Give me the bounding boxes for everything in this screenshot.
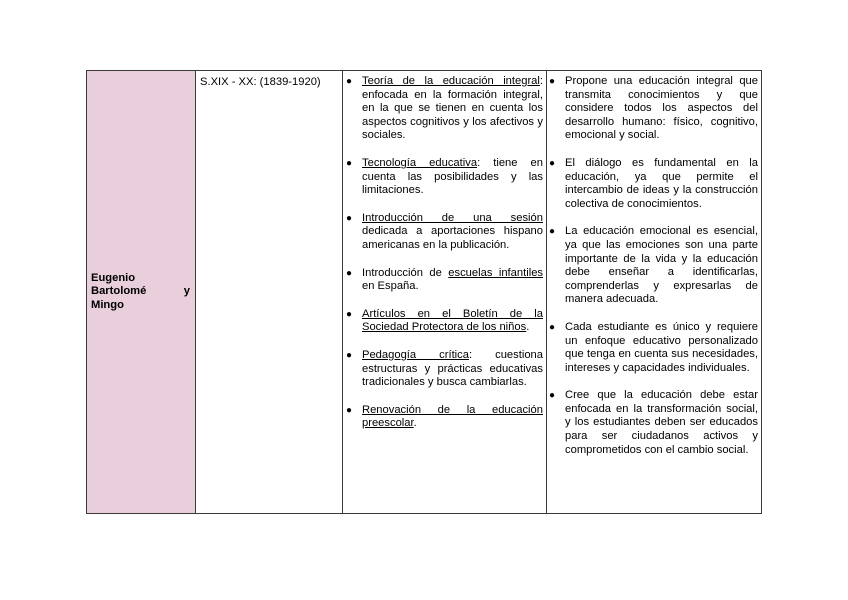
- name-cell: [87, 71, 196, 514]
- list-item: [343, 75, 543, 143]
- list-item: [547, 321, 758, 375]
- contribution-description: : tiene en cuenta las posibilidades y las limitaciones.: [362, 156, 543, 197]
- idea-text: Cree que la educación debe estar enfocada en la transformación social, y los estudiantes deben ser educados para ser ciudadanos activos y comprometidos con el cambio social.: [565, 389, 758, 456]
- bullet-icon: ●: [346, 267, 353, 279]
- table-row: [87, 71, 762, 514]
- contribution-prefix: Introducción de: [362, 266, 449, 279]
- bullet-icon: ●: [346, 404, 353, 416]
- contributions-list: [343, 71, 546, 435]
- contribution-description: en España.: [362, 280, 419, 293]
- list-item: [547, 75, 758, 143]
- bullet-icon: ●: [549, 226, 556, 238]
- contribution-title: Tecnología educativa: [362, 156, 478, 169]
- pedagogue-table: [86, 70, 762, 514]
- contribution-title: Pedagogía crítica: [362, 348, 469, 361]
- bullet-icon: ●: [549, 321, 556, 333]
- contribution-title: Artículos en el Boletín de la Sociedad Protectora de los niños: [362, 307, 543, 334]
- contribution-title: Teoría de la educación integral: [362, 75, 540, 87]
- period-text: S.XIX - XX: (1839-1920): [200, 76, 321, 88]
- contribution-title: Introducción de una sesión: [362, 211, 543, 224]
- bullet-icon: ●: [549, 76, 556, 87]
- list-item: [343, 349, 543, 390]
- bullet-icon: ●: [346, 157, 353, 169]
- contribution-title: escuelas infantiles: [448, 266, 544, 279]
- bullet-icon: ●: [346, 212, 353, 224]
- list-item: [343, 308, 543, 335]
- list-item: [343, 157, 543, 198]
- list-item: [547, 225, 758, 307]
- author-name: Eugenio Bartolomé y Mingo: [91, 271, 190, 311]
- bullet-icon: ●: [346, 349, 353, 361]
- contributions-cell: [343, 71, 547, 514]
- contribution-description: .: [526, 321, 530, 334]
- contribution-description: : enfocada en la formación integral, en la que se tienen en cuenta los aspectos cognitivos y los afectivos y sociales.: [362, 75, 543, 142]
- period-cell: [196, 71, 343, 514]
- list-item: [547, 389, 758, 457]
- idea-text: Cada estudiante es único y requiere un enfoque educativo personalizado que tenga en cuenta sus necesidades, intereses y capacidades individuales.: [565, 320, 758, 374]
- bullet-icon: ●: [549, 390, 556, 402]
- idea-text: El diálogo es fundamental en la educación, ya que permite el intercambio de ideas y la construcción colectiva de conocimientos.: [565, 156, 758, 210]
- idea-text: Propone una educación integral que transmita conocimientos y que considere todos los aspectos del desarrollo humano: físico, cognitivo, emocional y social.: [565, 75, 758, 142]
- idea-text: La educación emocional es esencial, ya que las emociones son una parte importante de la vida y la educación debe enseñar a identificarlas, comprenderlas y expresarlas de manera adecuada.: [565, 225, 758, 306]
- bullet-icon: ●: [346, 308, 353, 320]
- contribution-title: Renovación de la educación preescolar: [362, 403, 543, 430]
- bullet-icon: ●: [346, 76, 353, 87]
- contribution-description: .: [413, 417, 417, 430]
- list-item: [343, 212, 543, 253]
- contribution-description: : cuestiona estructuras y prácticas educativas tradicionales y busca cambiarlas.: [362, 348, 543, 389]
- list-item: [343, 267, 543, 294]
- ideas-list: [547, 71, 761, 461]
- contribution-description: dedicada a aportaciones hispano americanas en la publicación.: [362, 225, 543, 251]
- list-item: [343, 404, 543, 431]
- bullet-icon: ●: [549, 157, 556, 169]
- list-item: [547, 157, 758, 211]
- ideas-cell: [547, 71, 762, 514]
